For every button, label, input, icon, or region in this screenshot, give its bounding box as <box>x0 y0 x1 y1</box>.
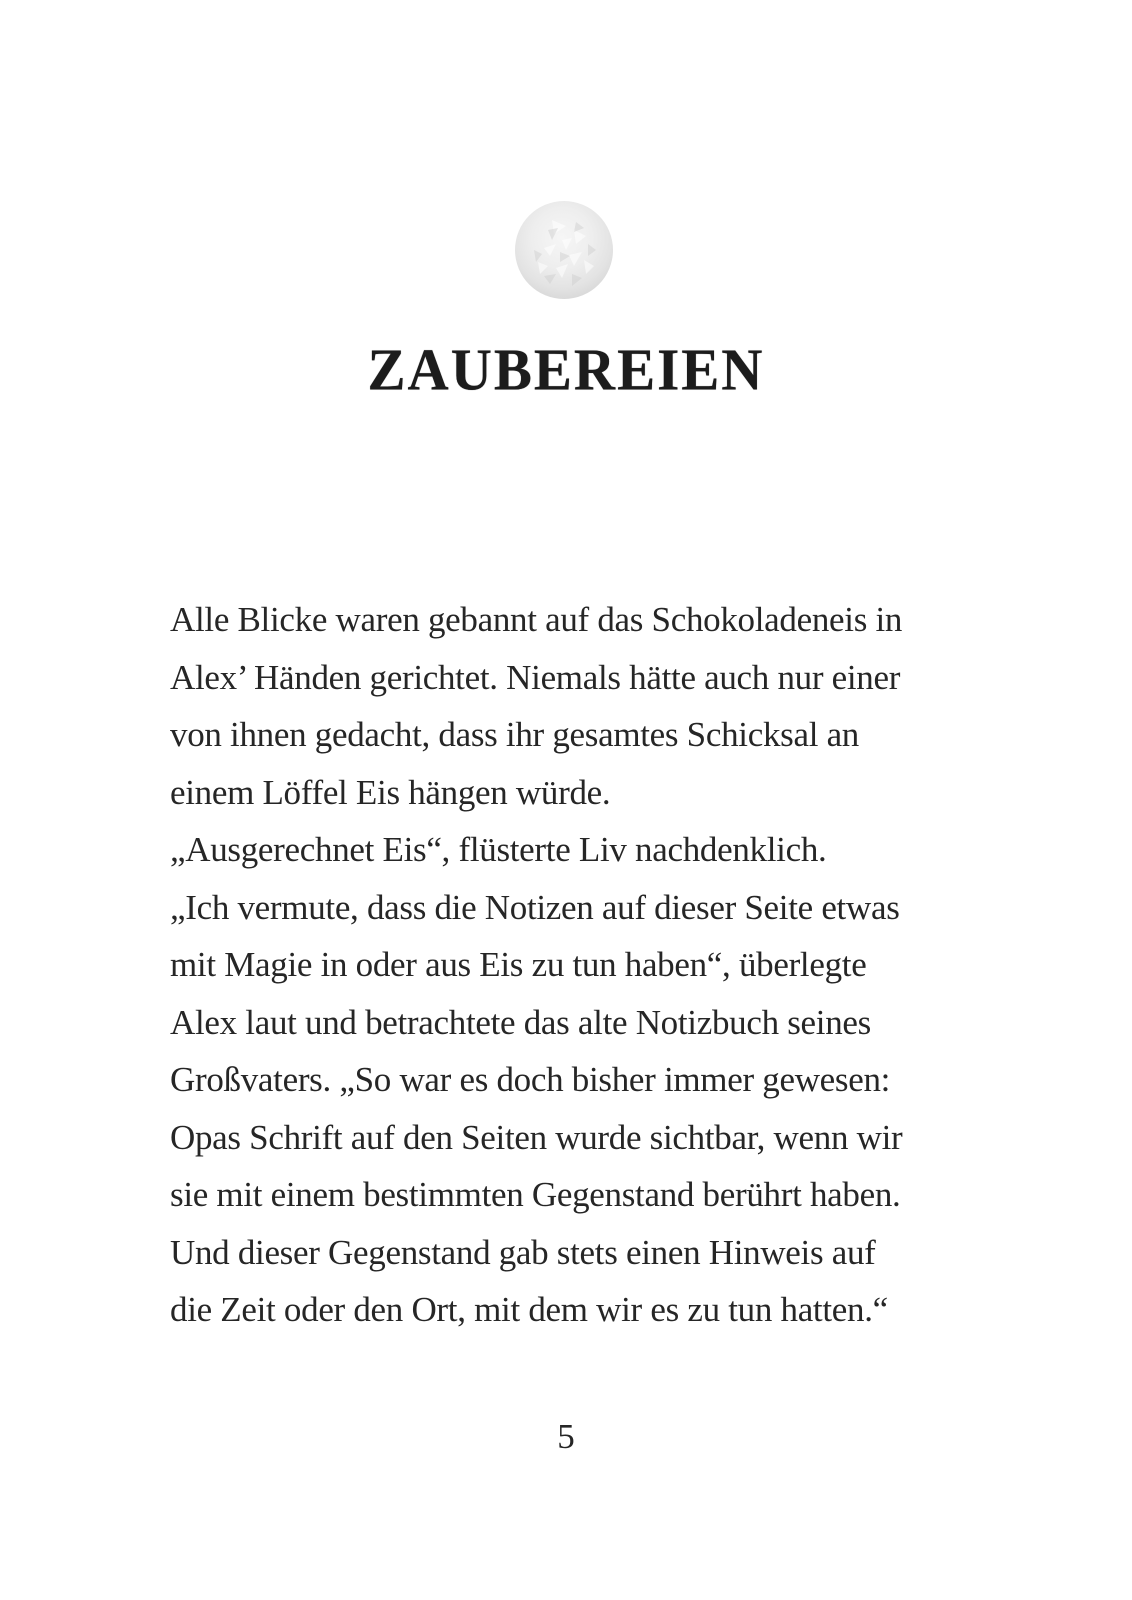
body-line: Alle Blicke waren gebannt auf das Schokoladeneis in <box>170 600 903 639</box>
body-line: „Ich vermute, dass die Notizen auf dieser Seite etwas <box>170 887 900 927</box>
body-line: Großvaters. „So war es doch bisher immer gewesen: <box>170 1060 891 1099</box>
body-line: Opas Schrift auf den Seiten wurde sichtbar, wenn wir <box>170 1117 903 1157</box>
body-line: Alex’ Händen gerichtet. Niemals hätte auch nur einer <box>170 657 901 697</box>
body-line: mit Magie in oder aus Eis zu tun haben“, überlegte <box>170 945 867 984</box>
body-line: sie mit einem bestimmten Gegenstand berührt haben. <box>170 1175 901 1214</box>
sphere-ornament-icon <box>514 200 614 300</box>
body-line: von ihnen gedacht, dass ihr gesamtes Schicksal an <box>170 715 860 754</box>
body-text <box>170 591 970 1339</box>
page-number: 5 <box>557 1417 575 1456</box>
chapter-title: ZAUBEREIEN <box>367 337 765 404</box>
body-line: Und dieser Gegenstand gab stets einen Hinweis auf <box>170 1232 876 1272</box>
body-line: einem Löffel Eis hängen würde. <box>170 772 611 812</box>
body-line: Alex laut und betrachtete das alte Notizbuch seines <box>170 1002 871 1042</box>
body-line: „Ausgerechnet Eis“, flüsterte Liv nachdenklich. <box>170 830 827 869</box>
body-line: die Zeit oder den Ort, mit dem wir es zu tun hatten.“ <box>170 1290 888 1329</box>
